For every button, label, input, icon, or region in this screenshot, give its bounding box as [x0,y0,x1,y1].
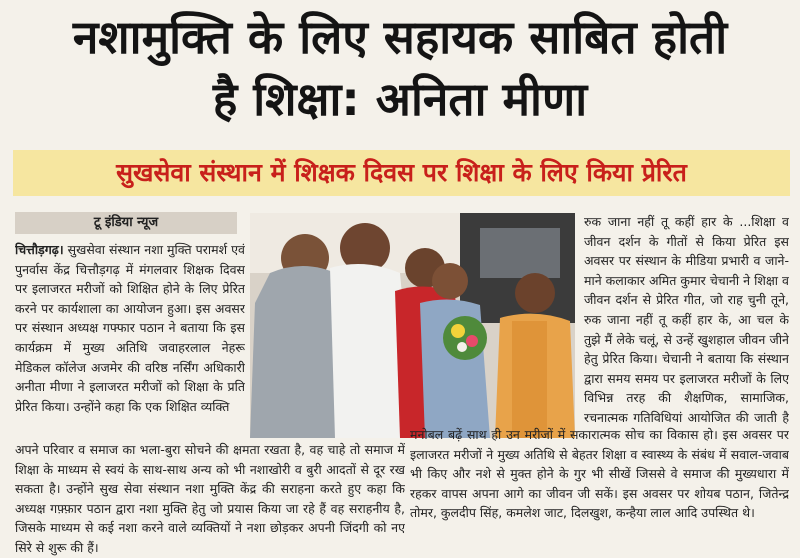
article-text-right-bottom: मनोबल बढ़ें साथ ही उन मरीजों में सकारात्मक सोच का विकास हो। इस अवसर पर इलाजरत मरीजों ने मुख्य अतिथि से बेहतर शिक्षा व स्वास्थ्य के संबंध में सवाल-जवाब भी किए और नशे से मुक्त होने के गुर भी सीखें जिससे वे समाज की मुख्यधारा में रहकर वापस अपना आगे का जीवन जी सकें। इस अवसर पर शोयब पठान, जितेन्द्र तोमर, कुलदीप सिंह, कमलेश जाट, दिलखुश, कन्हैया लाल आदि उपस्थित थे। [410,427,789,521]
article-column-right [584,212,789,427]
article-text-left: सुखसेवा संस्थान नशा मुक्ति परामर्श एवं पुनर्वास केंद्र चित्तौड़गढ़ में मंगलवार शिक्षक दिवस पर इलाजरत मरीजों को शिक्षित होने के लिए प्रेरित करने पर कार्यशाला का आयोजन हुआ। इस अवसर पर संस्थान अध्यक्ष गफ्फार पठान ने बताया कि इस कार्यक्रम में मुख्य अतिथि जवाहरलाल नेहरू मेडिकल कॉलेज अजमेर की वरिष्ठ नर्सिंग अधिकारी अनीता मीणा ने इलाजरत मरीजों को शिक्षा के प्रति प्रेरित किया। उन्होंने कहा कि एक शिक्षित व्यक्ति [15,242,245,414]
article-column-right-bottom [410,425,789,558]
headline [0,0,800,135]
event-photo [250,213,575,438]
article-text-bottom: अपने परिवार व समाज का भला-बुरा सोचने की क्षमता रखता है, वह चाहे तो समाज में शिक्षा के माध्यम से स्वयं के साथ-साथ अन्य को भी नशाखोरी व बुरी आदतों से दूर रख सकता है। उन्होंने सुख सेवा संस्थान नशा मुक्ति केंद्र की सराहना करते हुए कहा कि अध्यक्ष गफ़्फ़ार पठान द्वारा नशा मुक्ति हेतु जो प्रयास किया जा रहे हैं वह सराहनीय है, जिसके माध्यम से कई नशा करने वाले व्यक्तियों ने नशा छोड़कर अपनी जिंदगी को नए सिरे से शुरू की हैं। [15,442,405,555]
headline-line-1: नशामुक्ति के लिए सहायक साबित होती [72,10,728,64]
sub-headline-banner: सुखसेवा संस्थान में शिक्षक दिवस पर शिक्षा के लिए किया प्रेरित [13,150,790,196]
headline-line-2: है शिक्षा: अनिता मीणा [212,72,588,126]
event-photo-illustration [250,213,575,438]
article-text-right: रुक जाना नहीं तू कहीं हार के ...शिक्षा व जीवन दर्शन के गीतों से किया प्रेरित इस अवसर पर संस्थान के मीडिया प्रभारी व जाने-माने कलाकार अमित कुमार चेचानी ने शिक्षा व जीवन दर्शन से प्रेरित गीत, जो राह चुनी तूने, रुक जाना नहीं तू कहीं हार के, आ चल के तुझे मैं लेके चलूं, से उन्हें खुशहाल जीवन जीने हेतु प्रेरित किया। चेचानी ने बताया कि संस्थान द्वारा समय समय पर इलाजरत मरीजों के लिए विभिन्न तरह की शैक्षणिक, सामाजिक, रचनात्मक गतिविधियां आयोजित की जाती है [584,214,789,425]
article-column-bottom [15,440,405,558]
byline: टू इंडिया न्यूज [15,212,237,234]
article-column-left [15,240,245,440]
dateline: चित्तौड़गढ़। [15,242,64,257]
